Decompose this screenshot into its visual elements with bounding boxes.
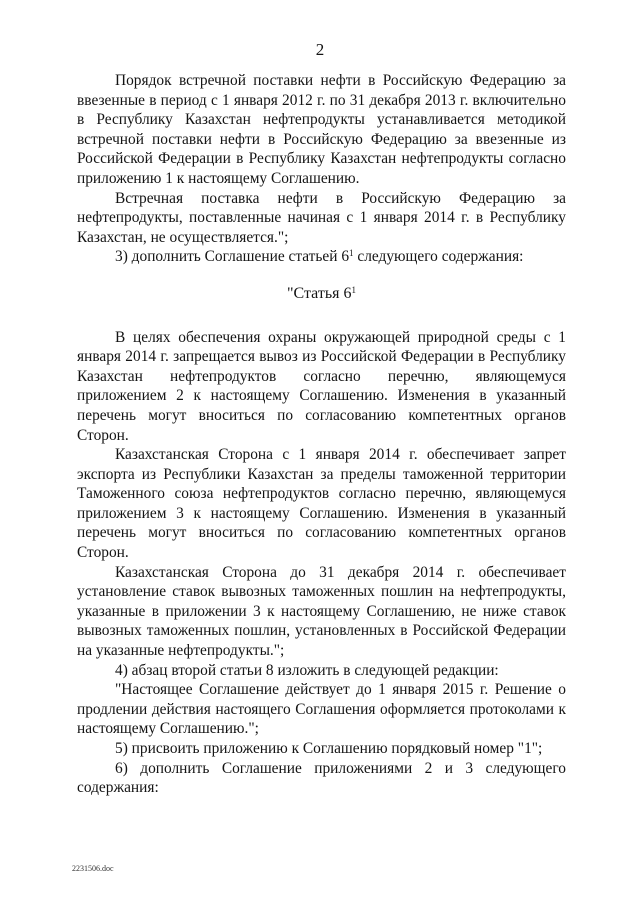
paragraph-amendment-5: 5) присвоить приложению к Соглашению порядковый номер "1";: [115, 740, 543, 757]
document-file-reference: 2231506.doc: [72, 864, 114, 873]
article-heading-superscript: 1: [351, 284, 356, 295]
paragraph-amendment-3: [77, 247, 566, 267]
article-heading: [77, 284, 566, 304]
document-body: [77, 71, 566, 798]
paragraph-export-ban-kazakhstan: Казахстанская Сторона с 1 января 2014 г. обеспечивает запрет экспорта из Республики Казахстан за пределы таможенной территории Таможенного союза нефтепродуктов согласно перечню, являющемуся приложением 3 к настоящему Соглашению. Изменения в указанный перечень могут вноситься по согласованию компетентных органов Сторон.: [77, 446, 566, 562]
amendment-3-superscript: 1: [349, 248, 354, 259]
paragraph-export-ban-russia: В целях обеспечения охраны окружающей природной среды с 1 января 2014 г. запрещается вывоз из Российской Федерации в Республику Казахстан нефтепродуктов согласно перечню, являющемуся приложением 2 к настоящему Соглашению. Изменения в указанный перечень могут вноситься по согласованию компетентных органов Сторон.: [77, 328, 566, 444]
paragraph-export-duties: Казахстанская Сторона до 31 декабря 2014 г. обеспечивает установление ставок вывозных таможенных пошлин на нефтепродукты, указанные в приложении 3 к настоящему Соглашению, не ниже ставок вывозных таможенных пошлин, установленных в Российской Федерации на указанные нефтепродукты.";: [77, 563, 566, 660]
paragraph-counter-supply-not-performed: Встречная поставка нефти в Российскую Федерацию за нефтепродукты, поставленные начиная с 1 января 2014 г. в Республику Казахстан, не осуществляется.";: [77, 189, 566, 246]
amendment-3-text-end: следующего содержания:: [353, 248, 524, 266]
paragraph-counter-supply-procedure: Порядок встречной поставки нефти в Российскую Федерацию за ввезенные в период с 1 января 2012 г. по 31 декабря 2013 г. включительно в Республику Казахстан нефтепродукты устанавливается методикой встречной поставки нефти в Российскую Федерацию за ввезенные из Российской Федерации в Республику Казахстан нефтепродукты согласно приложению 1 к настоящему Соглашению.: [77, 72, 566, 187]
paragraph-amendment-6: 6) дополнить Соглашение приложениями 2 и 3 следующего содержания:: [77, 759, 566, 797]
amendment-3-text-start: 3) дополнить Соглашение статьей 6: [115, 248, 350, 266]
paragraph-agreement-term: "Настоящее Соглашение действует до 1 января 2015 г. Решение о продлении действия настоящего Соглашения оформляется протоколами к настоящему Соглашению.";: [77, 681, 566, 738]
article-heading-text: "Статья 6: [286, 284, 352, 302]
paragraph-amendment-4: 4) абзац второй статьи 8 изложить в следующей редакции:: [115, 661, 499, 679]
page-number: 2: [315, 40, 325, 59]
